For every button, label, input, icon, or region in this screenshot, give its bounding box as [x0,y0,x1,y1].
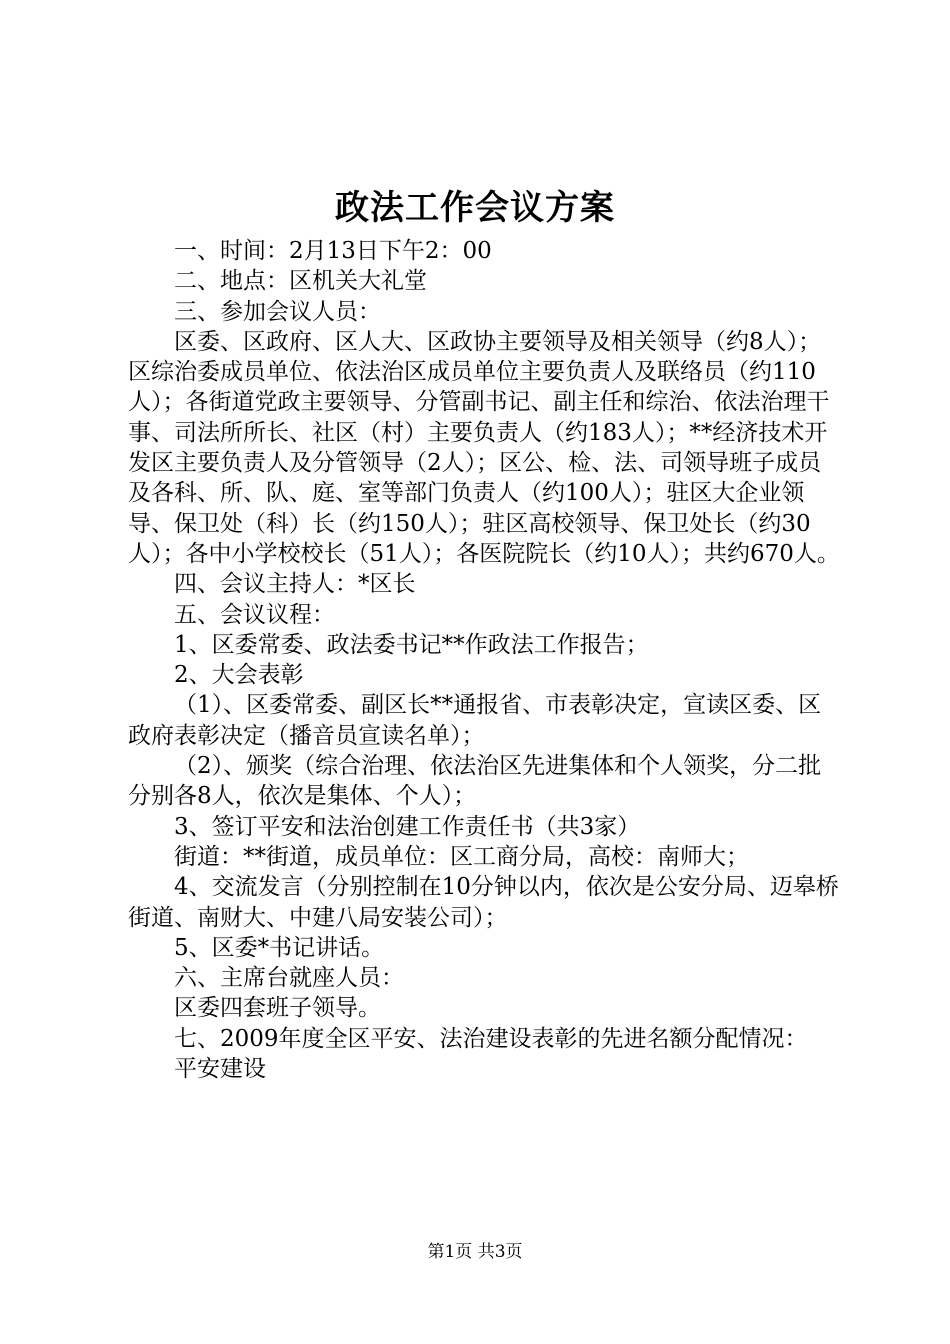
paragraph-attendees-list: 区委、区政府、区人大、区政协主要领导及相关领导（约8人）；区综治委成员单位、依法治区成员单位主要负责人及联络员（约110人）；各街道党政主要领导、分管副书记、副主任和综治、依法治理干事、司法所所长、社区（村）主要负责人（约183人）；**经济技术开发区主要负责人及分管领导（2人）；区公、检、法、司领导班子成员及各科、所、队、庭、室等部门负责人（约100人）；驻区大企业领导、保卫处（科）长（约150人）；驻区高校领导、保卫处长（约30人）；各中小学校校长（51人）；各医院院长（约10人）；共约670人。 [128,328,840,567]
paragraph-agenda-heading: 五、会议议程： [174,601,335,628]
document-title: 政法工作会议方案 [335,188,615,228]
paragraph-agenda-item-2: 2、大会表彰 [174,662,304,689]
paragraph-awards-heading: 七、2009年度全区平安、法治建设表彰的先进名额分配情况： [174,1025,808,1052]
paragraph-agenda-item-2-2: （2）、颁奖（综合治理、依法治区先进集体和个人领奖，分二批分别各8人，依次是集体、个人）； [128,753,822,810]
paragraph-safety-construction: 平安建设 [174,1056,266,1083]
paragraph-attendees-heading: 三、参加会议人员： [174,298,381,325]
paragraph-agenda-item-5: 5、区委*书记讲话。 [174,934,385,961]
paragraph-time: 一、时间：2月13日下午2：00 [174,238,492,264]
paragraph-agenda-item-4: 4、交流发言（分别控制在10分钟以内，依次是公安分局、迈皋桥街道、南财大、中建八局安装公司）； [128,874,839,931]
paragraph-rostrum-members: 区委四套班子领导。 [174,995,381,1022]
paragraph-agenda-item-1: 1、区委常委、政法委书记**作政法工作报告； [174,631,649,658]
paragraph-agenda-item-3: 3、签订平安和法治创建工作责任书（共3家） [174,813,641,840]
paragraph-host: 四、会议主持人：*区长 [174,571,416,598]
paragraph-agenda-item-3-detail: 街道：**街道，成员单位：区工商分局，高校：南师大； [174,843,749,870]
paragraph-rostrum-heading: 六、主席台就座人员： [174,965,404,992]
paragraph-location: 二、地点：区机关大礼堂 [174,268,427,295]
page-footer: 第1页 共3页 [427,1242,523,1262]
document-body [128,236,844,1084]
paragraph-agenda-item-2-1: （1）、区委常委、副区长**通报省、市表彰决定，宣读区委、区政府表彰决定（播音员宣读名单）； [128,692,822,749]
